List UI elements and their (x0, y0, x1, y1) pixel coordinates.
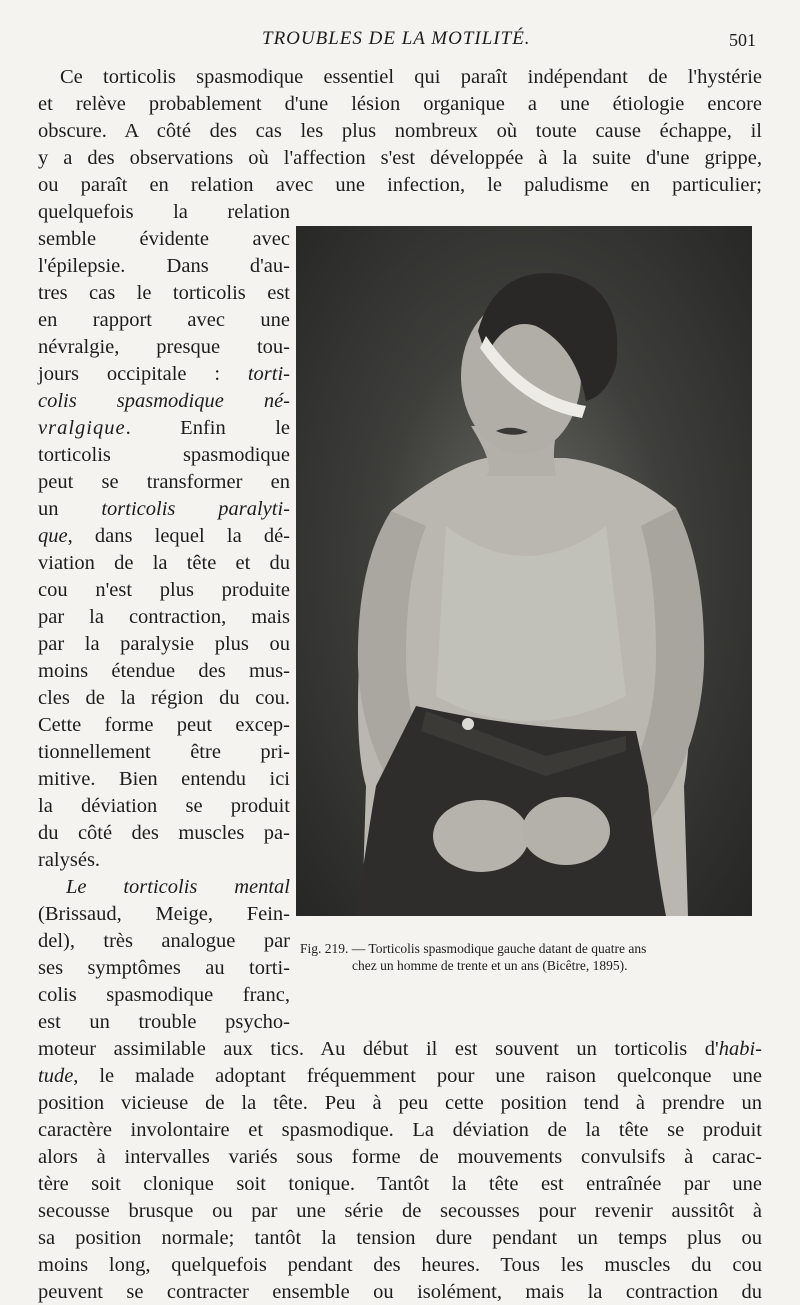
text-line: par la contraction, mais (38, 606, 290, 628)
text-span: , dans lequel la dé- (67, 525, 290, 547)
running-title: TROUBLES DE LA MOTILITÉ. (262, 28, 531, 49)
text-line: en rapport avec une (38, 309, 290, 331)
text-line: obscure. A côté des cas les plus nombreux où toute cause échappe, il (38, 120, 762, 142)
text-line: semble évidente avec (38, 228, 290, 250)
text-line: tionnellement être pri- (38, 741, 290, 763)
patient-photograph (296, 226, 752, 916)
text-span: moteur assimilable aux tics. Au début il est souvent un torticolis d' (38, 1038, 719, 1060)
text-span: jours occipitale : (38, 363, 248, 385)
text-line: et relève probablement d'une lésion organique a une étiologie encore (38, 93, 762, 115)
text-line: ses symptômes au torti- (38, 957, 290, 979)
running-head (0, 28, 800, 56)
text-line: Ce torticolis spasmodique essentiel qui paraît indépendant de l'hystérie (60, 66, 762, 88)
text-line: Le torticolis mental (66, 876, 290, 898)
text-line: cles de la région du cou. (38, 687, 290, 709)
text-line (38, 1063, 762, 1089)
text-line: peuvent se contracter ensemble ou isolément, mais la contraction du (38, 1281, 762, 1303)
text-line: y a des observations où l'affection s'est développée à la suite d'une grippe, (38, 147, 762, 169)
text-line: caractère involontaire et spasmodique. La déviation de la tête se produit (38, 1119, 762, 1141)
text-span-italic: que (38, 525, 68, 547)
text-line: moins étendue des mus- (38, 660, 290, 682)
text-line (38, 496, 290, 522)
text-line: tère soit clonique soit tonique. Tantôt la tête est entraînée par une (38, 1173, 762, 1195)
text-line: sa position normale; tantôt la tension dure pendant un temps plus ou (38, 1227, 762, 1249)
text-span-italic: torticolis paralyti- (101, 498, 290, 520)
text-line: quelquefois la relation (38, 201, 290, 223)
text-span: . Enfin le (125, 417, 290, 439)
text-line: l'épilepsie. Dans d'au- (38, 255, 290, 277)
text-line (38, 361, 290, 387)
text-line: cou n'est plus produite (38, 579, 290, 601)
text-line: colis spasmodique né- (38, 390, 290, 412)
text-line: ralysés. (38, 849, 101, 871)
text-line: torticolis spasmodique (38, 444, 290, 466)
text-line: position vicieuse de la tête. Peu à peu cette position tend à prendre un (38, 1092, 762, 1114)
text-line: par la paralysie plus ou (38, 633, 290, 655)
text-line: du côté des muscles pa- (38, 822, 290, 844)
text-line: del), très analogue par (38, 930, 290, 952)
text-line (38, 1036, 762, 1062)
text-line: ou paraît en relation avec une infection, le paludisme en particulier; (38, 174, 762, 196)
text-line: est un trouble psycho- (38, 1011, 290, 1033)
text-line: névralgie, presque tou- (38, 336, 290, 358)
text-line (38, 523, 290, 549)
text-line: peut se transformer en (38, 471, 290, 493)
text-span-italic: torti- (247, 363, 290, 385)
text-span-italic: tude (38, 1065, 74, 1087)
text-span: , le malade adoptant fréquemment pour une raison quelconque une (73, 1065, 762, 1087)
text-line: viation de la tête et du (38, 552, 290, 574)
text-span-italic: vralgique (38, 417, 126, 439)
text-line: tres cas le torticolis est (38, 282, 290, 304)
text-line: moins long, quelquefois pendant des heures. Tous les muscles du cou (38, 1254, 762, 1276)
text-line: Cette forme peut excep- (38, 714, 290, 736)
text-line: mitive. Bien entendu ici (38, 768, 290, 790)
text-line: la déviation se produit (38, 795, 290, 817)
text-span: un (38, 498, 102, 520)
text-line: alors à intervalles variés sous forme de mouvements convulsifs à carac- (38, 1146, 762, 1168)
page-number: 501 (729, 30, 756, 50)
text-span-italic: habi- (718, 1038, 762, 1060)
text-line: colis spasmodique franc, (38, 984, 290, 1006)
text-line: (Brissaud, Meige, Fein- (38, 903, 290, 925)
figure-caption: chez un homme de trente et un ans (Bicêtre, 1895). (352, 958, 628, 973)
text-line (38, 415, 290, 441)
text-line: secousse brusque ou par une série de secousses pour revenir aussitôt à (38, 1200, 762, 1222)
figure-photograph (296, 226, 752, 916)
figure-caption: Fig. 219. — Torticolis spasmodique gauche datant de quatre ans (300, 941, 647, 956)
